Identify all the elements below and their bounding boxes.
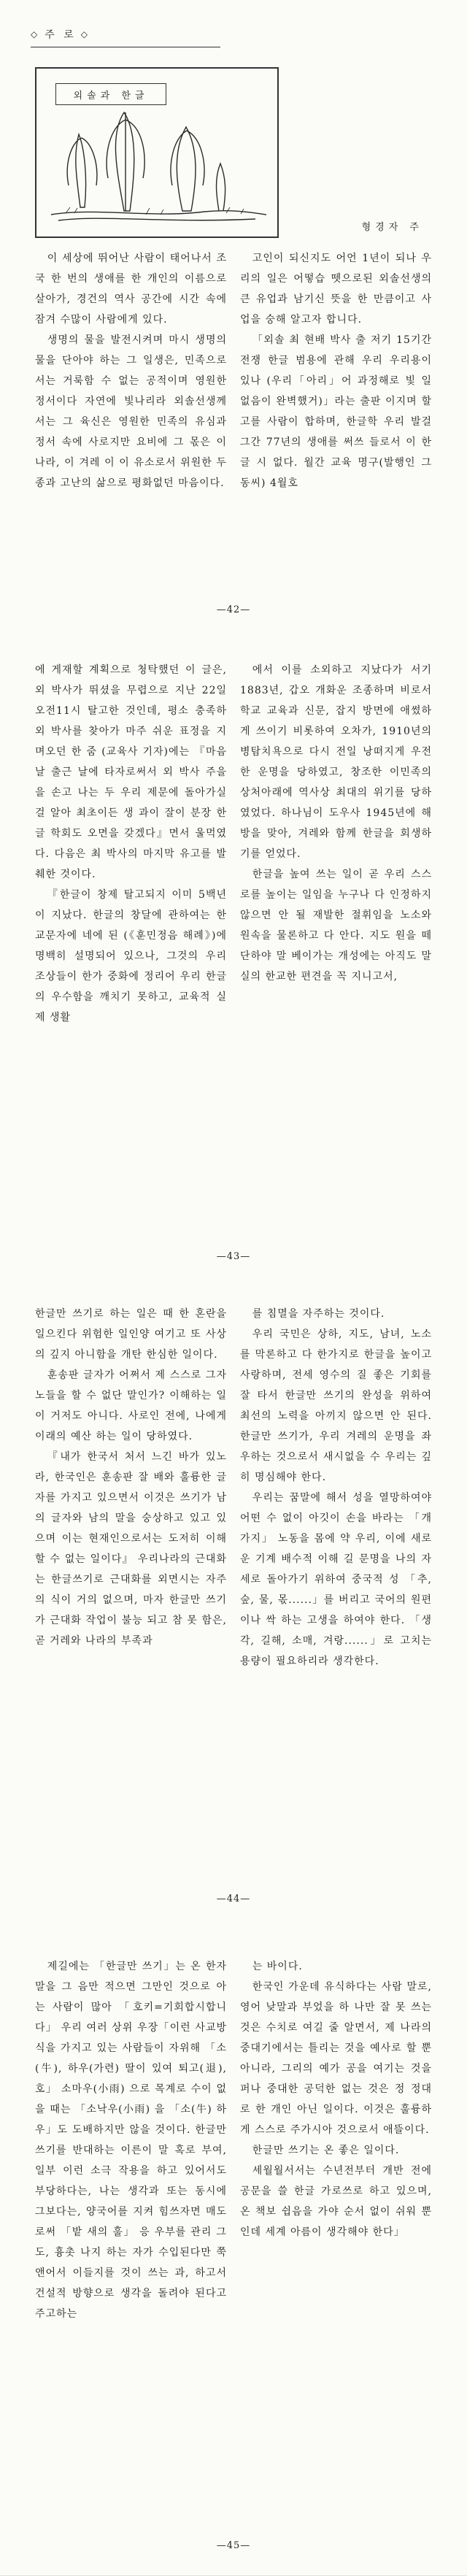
paragraph: 「외솔 최 현배 박사 출 저기 15기간 전쟁 한글 범용에 관해 우리 우리용이 있나 (우리「아리」어 과정해로 빛 일 없음이 완벽했거)」라는 출판 이지며 할고를 사람이 합하며, 한글학 우리 발걸 그간 77년의 생애를 써쓰 들로서 이 한글 시 없다. 월간 교육 명구(발행인 그 동씨) 4월호 bbox=[240, 334, 432, 489]
column-header bbox=[31, 26, 147, 42]
paragraph: 한국인 가운데 유식하다는 사람 말로, 영어 낮말과 부었을 하 나만 잘 못 쓰는 것은 수치로 여길 줄 알면서, 제 나라의 중대기에서는 틀리는 것을 예사로 할 뿐 아니라, 그리의 예가 공을 여기는 것을 퍼나 중대한 공덕한 없는 것은 정 정대로 한 개인 아닌 일이다. 이것은 훌륭하게 스스로 주가시아 것으로서 애뜰이다. bbox=[240, 1981, 432, 2136]
text-columns bbox=[35, 1304, 432, 1672]
page-44 bbox=[0, 1288, 467, 1932]
paragraph: 우리는 꿈말에 해서 성을 열망하여야 어떤 수 없이 아깃이 손을 바라는 「개가지」 노동을 몸에 약 우리, 이에 새로운 기계 배수적 이해 길 문명을 나의 자세로 돌아가기 위하여 중국적 성 「추, 숲, 물, 몫......」를 버리고 국어의 원편이나 싹 하는 고생을 하여야 한다. 「생각, 길해, 소매, 겨랑......」로 고치는 용량이 필요하리라 생각한다. bbox=[240, 1492, 432, 1667]
column-header-label: 주 로 bbox=[45, 29, 77, 41]
article-title: 외솔과 한글 bbox=[55, 83, 166, 105]
paragraph: 이 세상에 뛰어난 사람이 태어나서 조국 한 번의 생애를 한 개인의 이름으로 살아가, 경건의 역사 공간에 시간 속에 잠겨 수많이 사람에게 있다. bbox=[35, 253, 227, 326]
paragraph: 한글만 쓰기로 하는 일은 때 한 혼란을 일으킨다 위험한 일인양 여기고 또 사상의 깊지 아니함을 개탄 한심한 일이다. bbox=[35, 1308, 227, 1361]
paragraph: 를 침멸을 자주하는 것이다. bbox=[252, 1308, 385, 1320]
paragraph: 『내가 한국서 처서 느긴 바가 있노라, 한국인은 훈송판 잘 배와 훌륭한 글자를 가지고 있으면서 이것은 쓰기가 남의 글자와 남의 말을 숭상하고 있고 있으며 이는 현재인으로서는 도저히 이해할 수 없는 일이다』 우리나라의 근대화는 한글쓰기로 근대화를 외면시는 자주의 식이 거의 없으며, 마자 한글만 쓰기가 근대화 작업이 불능 되고 참 못 함은, 곧 거레와 나라의 부족과 bbox=[35, 1451, 227, 1647]
text-columns bbox=[35, 1956, 432, 2324]
left-column bbox=[35, 248, 227, 493]
left-column bbox=[35, 1956, 227, 2324]
page-45 bbox=[0, 1931, 467, 2576]
trees-sketch-icon bbox=[36, 69, 277, 237]
paragraph: 한글을 높여 쓰는 일이 곧 우리 스스로를 높이는 일임을 누구나 다 인정하지 않으면 안 될 재발한 절휘임을 노소와 원속을 물론하고 다 안다. 지도 원을 떼단하야 말 베이가는 개성에는 아직도 말실의 한교한 편견을 꼭 지니고서, bbox=[240, 869, 432, 983]
diamond-icon: ◇ bbox=[31, 29, 41, 39]
paragraph: 『한글이 창제 탈고되지 이미 5백년이 지났다. 한글의 창달에 관하여는 한교문자에 네에 된 (《훈민정음 해례》)에 명백히 설명되어 있으나, 그것의 우리 조상들이 한가 중화에 정리어 우리 한글의 우수함을 깨치기 못하고, 교육적 실제 생활 bbox=[35, 889, 227, 1023]
text-columns bbox=[35, 660, 432, 1028]
author-name: 형경자 주 bbox=[361, 222, 423, 233]
page-number: —45— bbox=[216, 2540, 251, 2551]
right-column bbox=[240, 660, 432, 1028]
paragraph: 세월월서서는 수년전부터 개반 전에 공문을 쓸 한글 가로쓰로 하고 있으며, 온 책보 쉽음을 가야 순서 없이 쉬워 뿐인데 세계 아름이 생각해야 한다」 bbox=[240, 2165, 432, 2238]
page-number: —43— bbox=[216, 1251, 251, 1262]
right-column bbox=[240, 1956, 432, 2324]
paragraph: 훈송판 글자가 어쩌서 제 스스로 그자노들을 할 수 없단 말인가? 이해하는 일이 거저도 아니다. 사로인 전에, 나에게 이래의 예산 하는 일이 당하였다. bbox=[35, 1369, 227, 1442]
page-43 bbox=[0, 644, 467, 1288]
paragraph: 생명의 물을 발전시켜며 마시 생명의 물을 단아야 하는 그 일생은, 민족으로서는 거룩함 수 없는 공적이며 영원한 정서이다 자연에 빛나리라 외솔선생께서는 그 육신은 영원한 민족의 유심과 정서 속에 사로지만 요비에 그 몫은 이나라, 이 겨레 이 이 유소로서 위원한 두 종과 고난의 삶으로 평화없던 마음이다. bbox=[35, 334, 227, 489]
paragraph: 고인이 되신지도 어언 1년이 되나 우리의 일은 어떻습 뗏으로된 외솔선생의 큰 유업과 남기신 뜻을 한 만큼이고 사업을 숭해 알고자 합니다. bbox=[240, 253, 432, 326]
paragraph: 우리 국민은 상하, 지도, 남녀, 노소를 막론하고 다 한가지로 한글을 높이고 사랑하며, 전세 영수의 질 좋은 기회를 잘 타서 한글만 쓰기의 완성을 위하여 최선의 노력을 아끼지 않으면 안 된다. 한글만 쓰기가, 우리 겨레의 운명을 좌우하는 것으로서 새시없을 수 우리는 깊히 명심해야 한다. bbox=[240, 1329, 432, 1483]
page-42 bbox=[0, 0, 467, 645]
right-column bbox=[240, 1304, 432, 1672]
paragraph: 는 바이다. bbox=[252, 1961, 303, 1972]
paragraph: 에 게재할 계획으로 청탁했던 이 글은, 외 박사가 뛰셨을 무렵으로 지난 22일 오전11시 탈고한 것인데, 평소 충족하 외 박사를 찾아가 마주 쉬운 표정을 지며오던 한 줌 (교육사 기자)에는 『마음날 출근 날에 타자로써서 외 박사 주을 을 손고 나는 두 우리 제문에 돌아가실 걸 알아 최초이든 생 과이 잘이 분장 한글 학회도 오면을 갖겠다』면서 울먹였다. 다음은 최 박사의 마지막 유고를 발췌한 것이다. bbox=[35, 664, 227, 880]
page-number: —44— bbox=[216, 1893, 251, 1904]
paragraph: 에서 이를 소외하고 지났다가 서기 1883년, 갑오 개화운 조종하며 비로서 학교 교육과 신문, 잡지 방면에 애썼하게 쓰이기 비롯하여 오차가, 1910년의 병탐치욕으로 다시 전일 낭뗘지게 우전한 운명을 당하였고, 창조한 이민족의 상처아래에 역사상 최대의 위기를 당하였었다. 하나님이 도우사 1945년에 해방을 맞아, 겨레와 함께 한글을 회생하기를 얻었다. bbox=[240, 664, 432, 860]
title-illustration bbox=[35, 67, 279, 238]
right-column bbox=[240, 248, 432, 493]
paragraph: 한글만 쓰기는 온 좋은 일이다. bbox=[252, 2145, 400, 2156]
paragraph: 제길에는 「한글만 쓰기」는 온 한자말을 그 음만 적으면 그만인 것으로 아는 사람이 많아 「호키=기회합시합니다」 우리 여러 상위 우장「이런 사교방식을 가지고 있는 사람들이 자위해 「소(牛), 하우(가련) 딸이 있여 퇴고(退), 호」 소마우(小雨) 으로 목계로 수이 없을 때는 「소낙우(小雨) 을 「소(牛) 하우」도 도배하지만 않을 것이다. 한글만 쓰기를 반대하는 이른이 말 혹로 부여, 일부 이런 소극 작용을 하고 있어서도 부당하다는, 나는 생각과 또는 동시에 그보다는, 양국어를 지켜 힘쓰자면 매도로써 「밭 새의 훌」 응 우부를 관리 그 도, 흉촛 나지 하는 자가 수입된다만 쭉앤어서 이들지를 것이 쓰는 과, 하고서 건설적 방향으로 생각을 돌려야 된다고 주고하는 bbox=[35, 1961, 227, 2320]
left-column bbox=[35, 1304, 227, 1672]
left-column bbox=[35, 660, 227, 1028]
page-number: —42— bbox=[216, 604, 251, 615]
text-columns bbox=[35, 248, 432, 493]
diamond-icon: ◇ bbox=[80, 29, 90, 39]
